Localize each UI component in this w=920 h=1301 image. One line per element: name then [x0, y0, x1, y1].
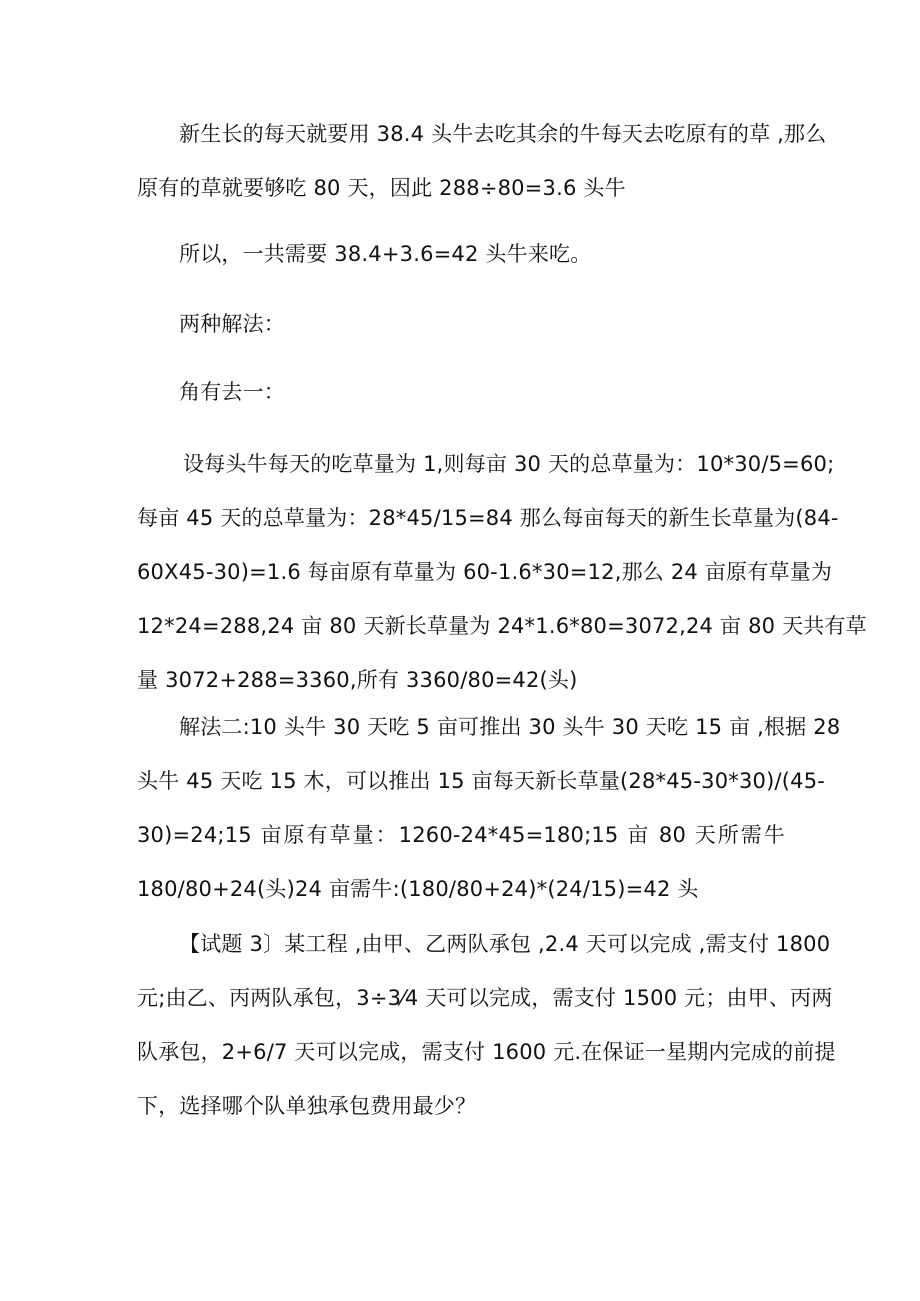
- paragraph-question-3: [137, 917, 836, 1133]
- text-line: 元;由乙、丙两队承包，3÷3⁄4 天可以完成，需支付 1500 元；由甲、丙两: [137, 986, 833, 1010]
- text-line: 所以，一共需要 38.4+3.6=42 头牛来吃。: [179, 242, 592, 266]
- text-line: 设每头牛每天的吃草量为 1,则每亩 30 天的总草量为：10*30/5=60;: [183, 452, 835, 476]
- text-line: 队承包，2+6/7 天可以完成，需支付 1600 元.在保证一星期内完成的前提: [137, 1040, 836, 1064]
- paragraph-method-one-heading: [137, 365, 785, 419]
- text-line: 解法二:10 头牛 30 天吃 5 亩可推出 30 头牛 30 天吃 15 亩 ,根据 28: [179, 715, 841, 739]
- paragraph-grass-growth: [137, 107, 827, 215]
- text-line: 60X45-30)=1.6 每亩原有草量为 60-1.6*30=12,那么 24 亩原有草量为: [137, 560, 833, 584]
- text-line: 下，选择哪个队单独承包费用最少？: [137, 1094, 477, 1118]
- text-line: 角有去一：: [179, 380, 285, 404]
- text-line: 两种解法：: [179, 312, 285, 336]
- text-line: 量 3072+288=3360,所有 3360/80=42(头): [137, 668, 578, 692]
- text-line: 头牛 45 天吃 15 木，可以推出 15 亩每天新长草量(28*45-30*30)/(45-: [137, 769, 826, 793]
- text-line: 180/80+24(头)24 亩需牛:(180/80+24)*(24/15)=42 头: [137, 877, 699, 901]
- paragraph-total-cows: [137, 227, 785, 281]
- text-line: 原有的草就要够吃 80 天，因此 288÷80=3.6 头牛: [137, 176, 626, 200]
- paragraph-method-one: [137, 437, 867, 707]
- text-line: 30)=24;15 亩原有草量：1260-24*45=180;15 亩 80 天所需牛: [137, 823, 785, 847]
- text-line: 新生长的每天就要用 38.4 头牛去吃其余的牛每天去吃原有的草 ,那么: [179, 122, 827, 146]
- paragraph-two-methods: [137, 297, 785, 351]
- text-line: 每亩 45 天的总草量为：28*45/15=84 那么每亩每天的新生长草量为(84-: [137, 506, 839, 530]
- paragraph-method-two: [137, 700, 841, 916]
- text-line: 【试题 3〕某工程 ,由甲、乙两队承包 ,2.4 天可以完成 ,需支付 1800: [179, 932, 831, 956]
- text-line: 12*24=288,24 亩 80 天新长草量为 24*1.6*80=3072,24 亩 80 天共有草: [137, 614, 867, 638]
